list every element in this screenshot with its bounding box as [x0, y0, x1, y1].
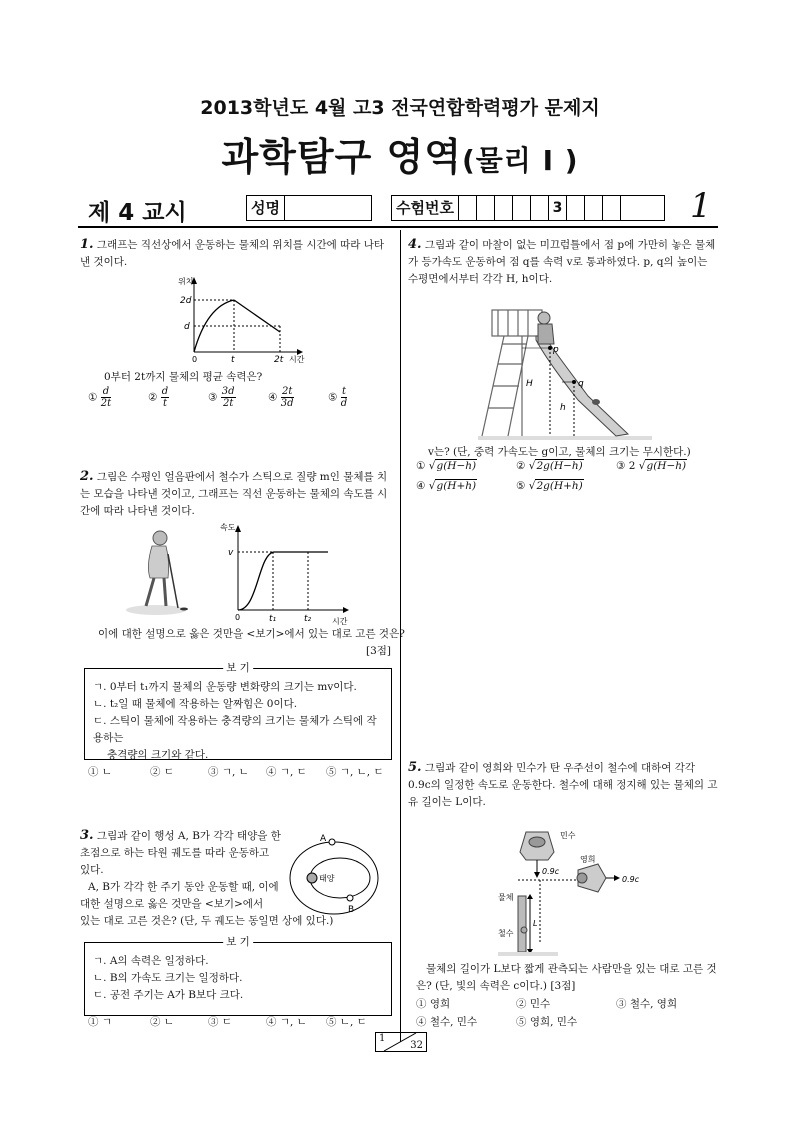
option-number: ④: [268, 391, 281, 404]
answer-option[interactable]: ③ ㄷ: [208, 1016, 232, 1028]
question-text: 있는 대로 고른 것은? (단, 두 궤도는 동일면 상에 있다.): [80, 915, 334, 927]
exam-number-cell: [567, 196, 585, 220]
question-number: 5.: [408, 760, 422, 775]
numerator: t: [341, 386, 346, 397]
bogi-item: ㄷ. 스틱이 물체에 작용하는 충격량의 크기는 물체가 스틱에 작용하는: [93, 715, 377, 744]
option-number: ⑤: [328, 391, 341, 404]
page-current: 1: [379, 1033, 386, 1044]
axis-label-y: 위치: [178, 277, 194, 286]
radicand: g(H+h): [436, 480, 477, 492]
question-text: A, B가 각각 한 주기 동안 운동할 때, 이에: [88, 881, 279, 893]
tick-label: t₂: [304, 614, 312, 624]
answer-option[interactable]: [516, 460, 584, 472]
question-text: 그림과 같이 행성 A, B가 각각 태양을 한: [96, 830, 281, 842]
origin-label: 0: [192, 355, 198, 364]
velocity-label: 0.9c: [542, 867, 560, 876]
answer-option[interactable]: ④ 철수, 민수: [416, 1016, 478, 1028]
answer-option[interactable]: ① ㄴ: [88, 766, 112, 778]
question-text: 초점으로 하는 타원 궤도를 따라 운동하고: [80, 847, 270, 859]
question-5: [408, 759, 720, 811]
denominator: 2t: [100, 398, 112, 409]
page-number: 1: [690, 186, 712, 226]
origin-label: 0: [235, 613, 241, 622]
answer-options: [416, 996, 722, 1029]
radicand: 2g(H+h): [536, 480, 583, 492]
answer-option[interactable]: [416, 480, 477, 492]
answer-option[interactable]: ② ㄷ: [150, 766, 174, 778]
bogi-item: 충격량의 크기와 같다.: [107, 749, 209, 761]
answer-options: [416, 460, 716, 500]
numerator: 2t: [281, 386, 293, 397]
question-prompt: 이에 대한 설명으로 옳은 것만을 <보기>에서 있는 대로 고른 것은?: [98, 628, 405, 640]
name-field[interactable]: [246, 195, 372, 221]
axis-label-x: 시간: [289, 355, 305, 364]
option-number: ③: [208, 391, 221, 404]
question-text: 그림은 수평인 얼음판에서 철수가 스틱으로 질량 m인 물체를 치는 모습을 나타낸 것이고, 그래프는 직선 운동하는 물체의 속도를 시간에 따라 나타낸 것이다.: [80, 471, 388, 517]
exam-number-cell: [459, 196, 477, 220]
exam-number-cell: [585, 196, 603, 220]
question-text: 그림과 같이 마찰이 없는 미끄럼틀에서 점 p에 가만히 놓은 물체가 등가속도 운동하여 점 q를 속력 v로 통과하였다. p, q의 높이는 수평면에서부터 각각 H, h이다.: [408, 239, 716, 285]
answer-option[interactable]: [148, 386, 169, 409]
exam-number-cell: [477, 196, 495, 220]
answer-option[interactable]: ③ ㄱ, ㄴ: [208, 766, 249, 778]
tick-label: t₁: [269, 614, 277, 624]
sqrt-sign: √: [428, 480, 436, 492]
question-number: 3.: [80, 828, 94, 843]
spaceship-figure: [498, 822, 668, 958]
exam-number-cell: [621, 196, 638, 220]
denominator: d: [340, 398, 348, 409]
exam-number-cell: [531, 196, 549, 220]
bogi-box: [84, 662, 392, 761]
planet-label: A: [320, 834, 327, 844]
person-label: 민수: [560, 831, 576, 840]
fraction: [341, 386, 347, 409]
answer-option[interactable]: ⑤ ㄴ, ㄷ: [326, 1016, 367, 1028]
exam-number-cell: [513, 196, 531, 220]
question-prompt: v는? (단, 중력 가속도는 g이고, 물체의 크기는 무시한다.): [428, 446, 691, 458]
bogi-item: ㄱ. A의 속력은 일정하다.: [93, 955, 209, 967]
person-label: 영희: [580, 855, 596, 864]
answer-option[interactable]: ④ ㄱ, ㄴ: [266, 1016, 307, 1028]
option-number: ②: [516, 460, 529, 472]
tick-label: 2t: [274, 355, 284, 364]
page-counter: [375, 1032, 427, 1052]
denominator: 3d: [280, 398, 294, 409]
answer-option[interactable]: ③ 철수, 영희: [616, 998, 678, 1010]
answer-option[interactable]: [328, 386, 347, 409]
exam-title: [0, 126, 800, 181]
answer-option[interactable]: [268, 386, 294, 409]
tick-label: t: [231, 355, 235, 364]
answer-option[interactable]: ② ㄴ: [150, 1016, 174, 1028]
answer-option[interactable]: ② 민수: [516, 998, 551, 1010]
bogi-item: ㄴ. t₂일 때 물체에 작용하는 알짜힘은 0이다.: [93, 698, 298, 710]
answer-option[interactable]: [208, 386, 236, 409]
velocity-label: 0.9c: [622, 875, 640, 884]
question-prompt: 0부터 2t까지 물체의 평균 속력은?: [104, 371, 263, 383]
denominator: 2t: [222, 398, 234, 409]
question-text: 있다.: [80, 864, 104, 876]
question-text: 그림과 같이 영희와 민수가 탄 우주선이 철수에 대하여 각각 0.9c의 일정한 속도로 운동한다. 철수에 대해 정지해 있는 물체의 고유 길이는 L이다.: [408, 762, 718, 808]
slide-figure: [478, 296, 652, 442]
numerator: 3d: [221, 386, 235, 397]
question-text: 그래프는 직선상에서 운동하는 물체의 위치를 시간에 따라 나타낸 것이다.: [80, 239, 385, 268]
radicand: g(H−h): [436, 460, 477, 472]
answer-options: [88, 764, 398, 779]
option-number: ②: [148, 391, 161, 404]
exam-subtitle: 2013학년도 4월 고3 전국연합학력평가 문제지: [200, 97, 600, 119]
answer-option[interactable]: ⑤ ㄱ, ㄴ, ㄷ: [326, 766, 384, 778]
exam-number-cell: [495, 196, 513, 220]
sqrt-sign: √: [528, 480, 536, 492]
option-number: ④: [416, 480, 429, 492]
question-number: 1.: [80, 237, 94, 252]
answer-option[interactable]: [616, 460, 687, 472]
axis-label-x: 시간: [332, 617, 348, 626]
answer-option[interactable]: ① ㄱ: [88, 1016, 112, 1028]
question-4: [408, 236, 720, 288]
orbit-diagram: [284, 832, 398, 922]
question-number: 2.: [80, 469, 94, 484]
length-label: L: [533, 919, 538, 928]
option-number: ①: [416, 460, 429, 472]
bogi-title: 보 기: [223, 660, 253, 677]
numerator: d: [102, 386, 110, 397]
tick-label: 2d: [180, 296, 192, 306]
sqrt-sign: √: [428, 460, 436, 472]
answer-option[interactable]: ⑤ 영희, 민수: [516, 1016, 578, 1028]
velocity-time-graph: [218, 520, 354, 628]
question-2: [80, 468, 392, 520]
person-label: 철수: [498, 929, 514, 938]
option-number: ①: [88, 391, 101, 404]
bogi-item: ㄴ. B의 가속도 크기는 일정하다.: [93, 972, 243, 984]
denominator: t: [162, 398, 167, 409]
bogi-title: 보 기: [223, 934, 253, 951]
bogi-item: ㄷ. 공전 주기는 A가 B보다 크다.: [93, 989, 244, 1001]
radicand: 2g(H−h): [536, 460, 583, 472]
fraction: [221, 386, 236, 409]
option-number: ③ 2: [616, 460, 639, 472]
question-text: 대한 설명으로 옳은 것만을 <보기>에서: [80, 898, 264, 910]
exam-number-cell: [603, 196, 621, 220]
bogi-item: ㄱ. 0부터 t₁까지 물체의 운동량 변화량의 크기는 mv이다.: [93, 681, 357, 693]
height-label: H: [526, 379, 533, 389]
answer-option[interactable]: ① 영희: [416, 998, 451, 1010]
question-points: [3점]: [366, 645, 392, 657]
bogi-box: [84, 936, 392, 1016]
point-label: p: [553, 345, 559, 355]
fraction: [101, 386, 111, 409]
fraction: [281, 386, 294, 409]
exam-number-field[interactable]: [391, 195, 665, 221]
name-label: 성명: [247, 196, 285, 220]
answer-option[interactable]: ④ ㄱ, ㄷ: [266, 766, 307, 778]
question-prompt: 물체의 길이가 L보다 짧게 관측되는 사람만을 있는 대로 고른 것은? (단, 빛의 속력은 c이다.) [3점]: [416, 963, 717, 992]
sqrt-sign: √: [528, 460, 536, 472]
sun-label: 태양: [319, 874, 335, 883]
planet-label: B: [348, 905, 355, 915]
position-time-graph: [172, 272, 312, 364]
answer-option[interactable]: [416, 460, 477, 472]
option-number: ⑤: [516, 480, 529, 492]
period-label: 제 4 교시: [88, 200, 187, 226]
answer-option[interactable]: [88, 386, 111, 409]
page-total: 32: [410, 1040, 423, 1051]
numerator: d: [161, 386, 169, 397]
exam-number-label: 수험번호: [392, 196, 459, 220]
question-1: [80, 236, 392, 271]
tick-label: v: [228, 548, 234, 558]
answer-options: [88, 1014, 398, 1029]
radicand: g(H−h): [646, 460, 687, 472]
title-subject: (물리 I ): [461, 144, 579, 177]
height-label: h: [560, 403, 566, 413]
point-label: q: [578, 379, 584, 389]
tick-label: d: [184, 322, 190, 332]
question-number: 4.: [408, 237, 422, 252]
player-hitting-puck-figure: [124, 526, 194, 618]
title-text: 과학탐구 영역: [221, 135, 462, 179]
fraction: [161, 386, 169, 409]
header-rule: [78, 226, 718, 228]
answer-options: [88, 386, 388, 416]
sqrt-sign: √: [638, 460, 646, 472]
answer-option[interactable]: [516, 480, 584, 492]
object-label: 물체: [498, 893, 514, 902]
axis-label-y: 속도: [220, 523, 236, 532]
exam-number-cell: 3: [549, 196, 567, 220]
